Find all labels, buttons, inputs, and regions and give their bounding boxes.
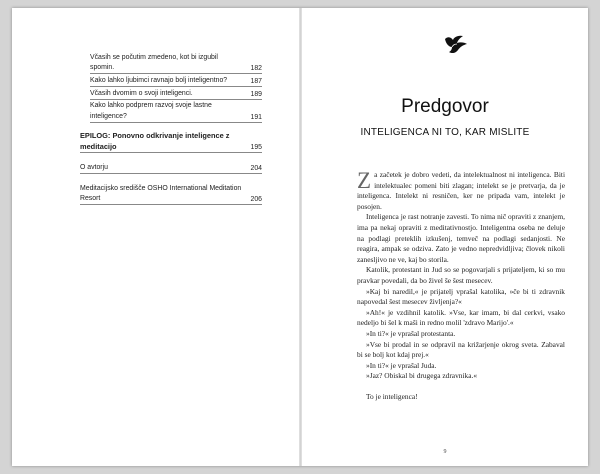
toc-entry-title: Kako lahko ljubimci ravnajo bolj inteligentno? [90,76,262,87]
toc-entry-page: 195 [250,143,262,151]
toc-entry[interactable] [80,76,262,87]
toc-entry-page: 189 [250,90,262,98]
book-spread [12,8,588,466]
page-number: 9 [443,449,447,455]
right-page [302,8,588,466]
paragraph: Katolik, protestant in Jud so se pogovarjali s prijateljem, ki so mu pravkar povedali, da bo živel še šest mesecev. [357,265,565,285]
paragraph: »Vse bi prodal in se odpravil na križarjenje okrog sveta. Zabaval bi se bolj kot kdaj prej.« [357,339,565,360]
toc-entry-about-author[interactable] [80,163,262,174]
closing-line: To je inteligenca! [366,391,418,401]
drop-cap: Z [357,168,372,193]
paragraph: »Kaj bi naredil,« je prijatelj vprašal katolika, »če bi ti zdravnik napovedal šest mesecev življenja?« [357,286,565,307]
toc-entry-page: 182 [250,65,262,73]
toc-entry-title: Včasih dvomim o svoji inteligenci. [90,89,262,100]
paragraph: »In ti?« je vprašal protestanta. [366,328,456,338]
paragraph: »In ti?« je vprašal Juda. [366,360,437,370]
chapter-body [357,170,565,402]
toc-entry[interactable] [80,53,262,74]
paragraph: Za začetek je dobro vedeti, da intelektualnost ni inteligenca. Biti intelektualec pomeni biti zlagan; intelekt se je pretvarja, da je inteligenca. Intelekt ni resničen, ker ne pripada vam, intelekt je posojen. [357,168,565,211]
toc-entry-title: Meditacijsko središče OSHO International Meditation Resort [80,184,262,205]
toc-entry-epilog[interactable] [80,130,262,153]
toc-entry-title: Kako lahko podprem razvoj svoje lastne inteligence? [90,101,262,122]
toc-entry-title: EPILOG: Ponovno odkrivanje inteligence z meditacijo [80,130,262,153]
toc-entry-page: 206 [250,196,262,204]
table-of-contents [80,53,262,215]
toc-entry[interactable] [80,89,262,100]
chapter-title: Predgovor [401,96,489,117]
toc-entry-meditation-resort[interactable] [80,184,262,205]
toc-entry-title: Včasih se počutim zmedeno, kot bi izgubil spomin. [90,53,262,74]
toc-entry-page: 204 [250,164,262,172]
osho-bird-logo-icon [443,34,469,56]
chapter-subtitle: INTELIGENCA NI TO, KAR MISLITE [360,127,530,138]
paragraph: Inteligenca je rast notranje zavesti. To nima nič opraviti z znanjem, ima pa nekaj opraviti z meditativnostjo. Inteligentna oseba ne deluje na podlagi preteklih izkušenj, temveč na podlagi sedanjosti. Ne reagira, ampak se odziva. Zato je vedno nepredvidljiva; človek nikoli zanesljivo ne ve, kaj bo storila. [357,212,565,264]
paragraph: »Ah!« je vzdihnil katolik. »Vse, kar imam, bi dal cerkvi, vsako nedeljo bi šel k maši in redno molil 'zdravo Marijo'.« [357,307,565,328]
toc-entry[interactable] [80,101,262,122]
toc-entry-page: 191 [250,113,262,121]
toc-entry-page: 187 [250,77,262,85]
left-page [12,8,300,466]
paragraph: »Jaz? Obiskal bi drugega zdravnika.« [366,371,478,381]
toc-entry-title: O avtorju [80,163,262,174]
